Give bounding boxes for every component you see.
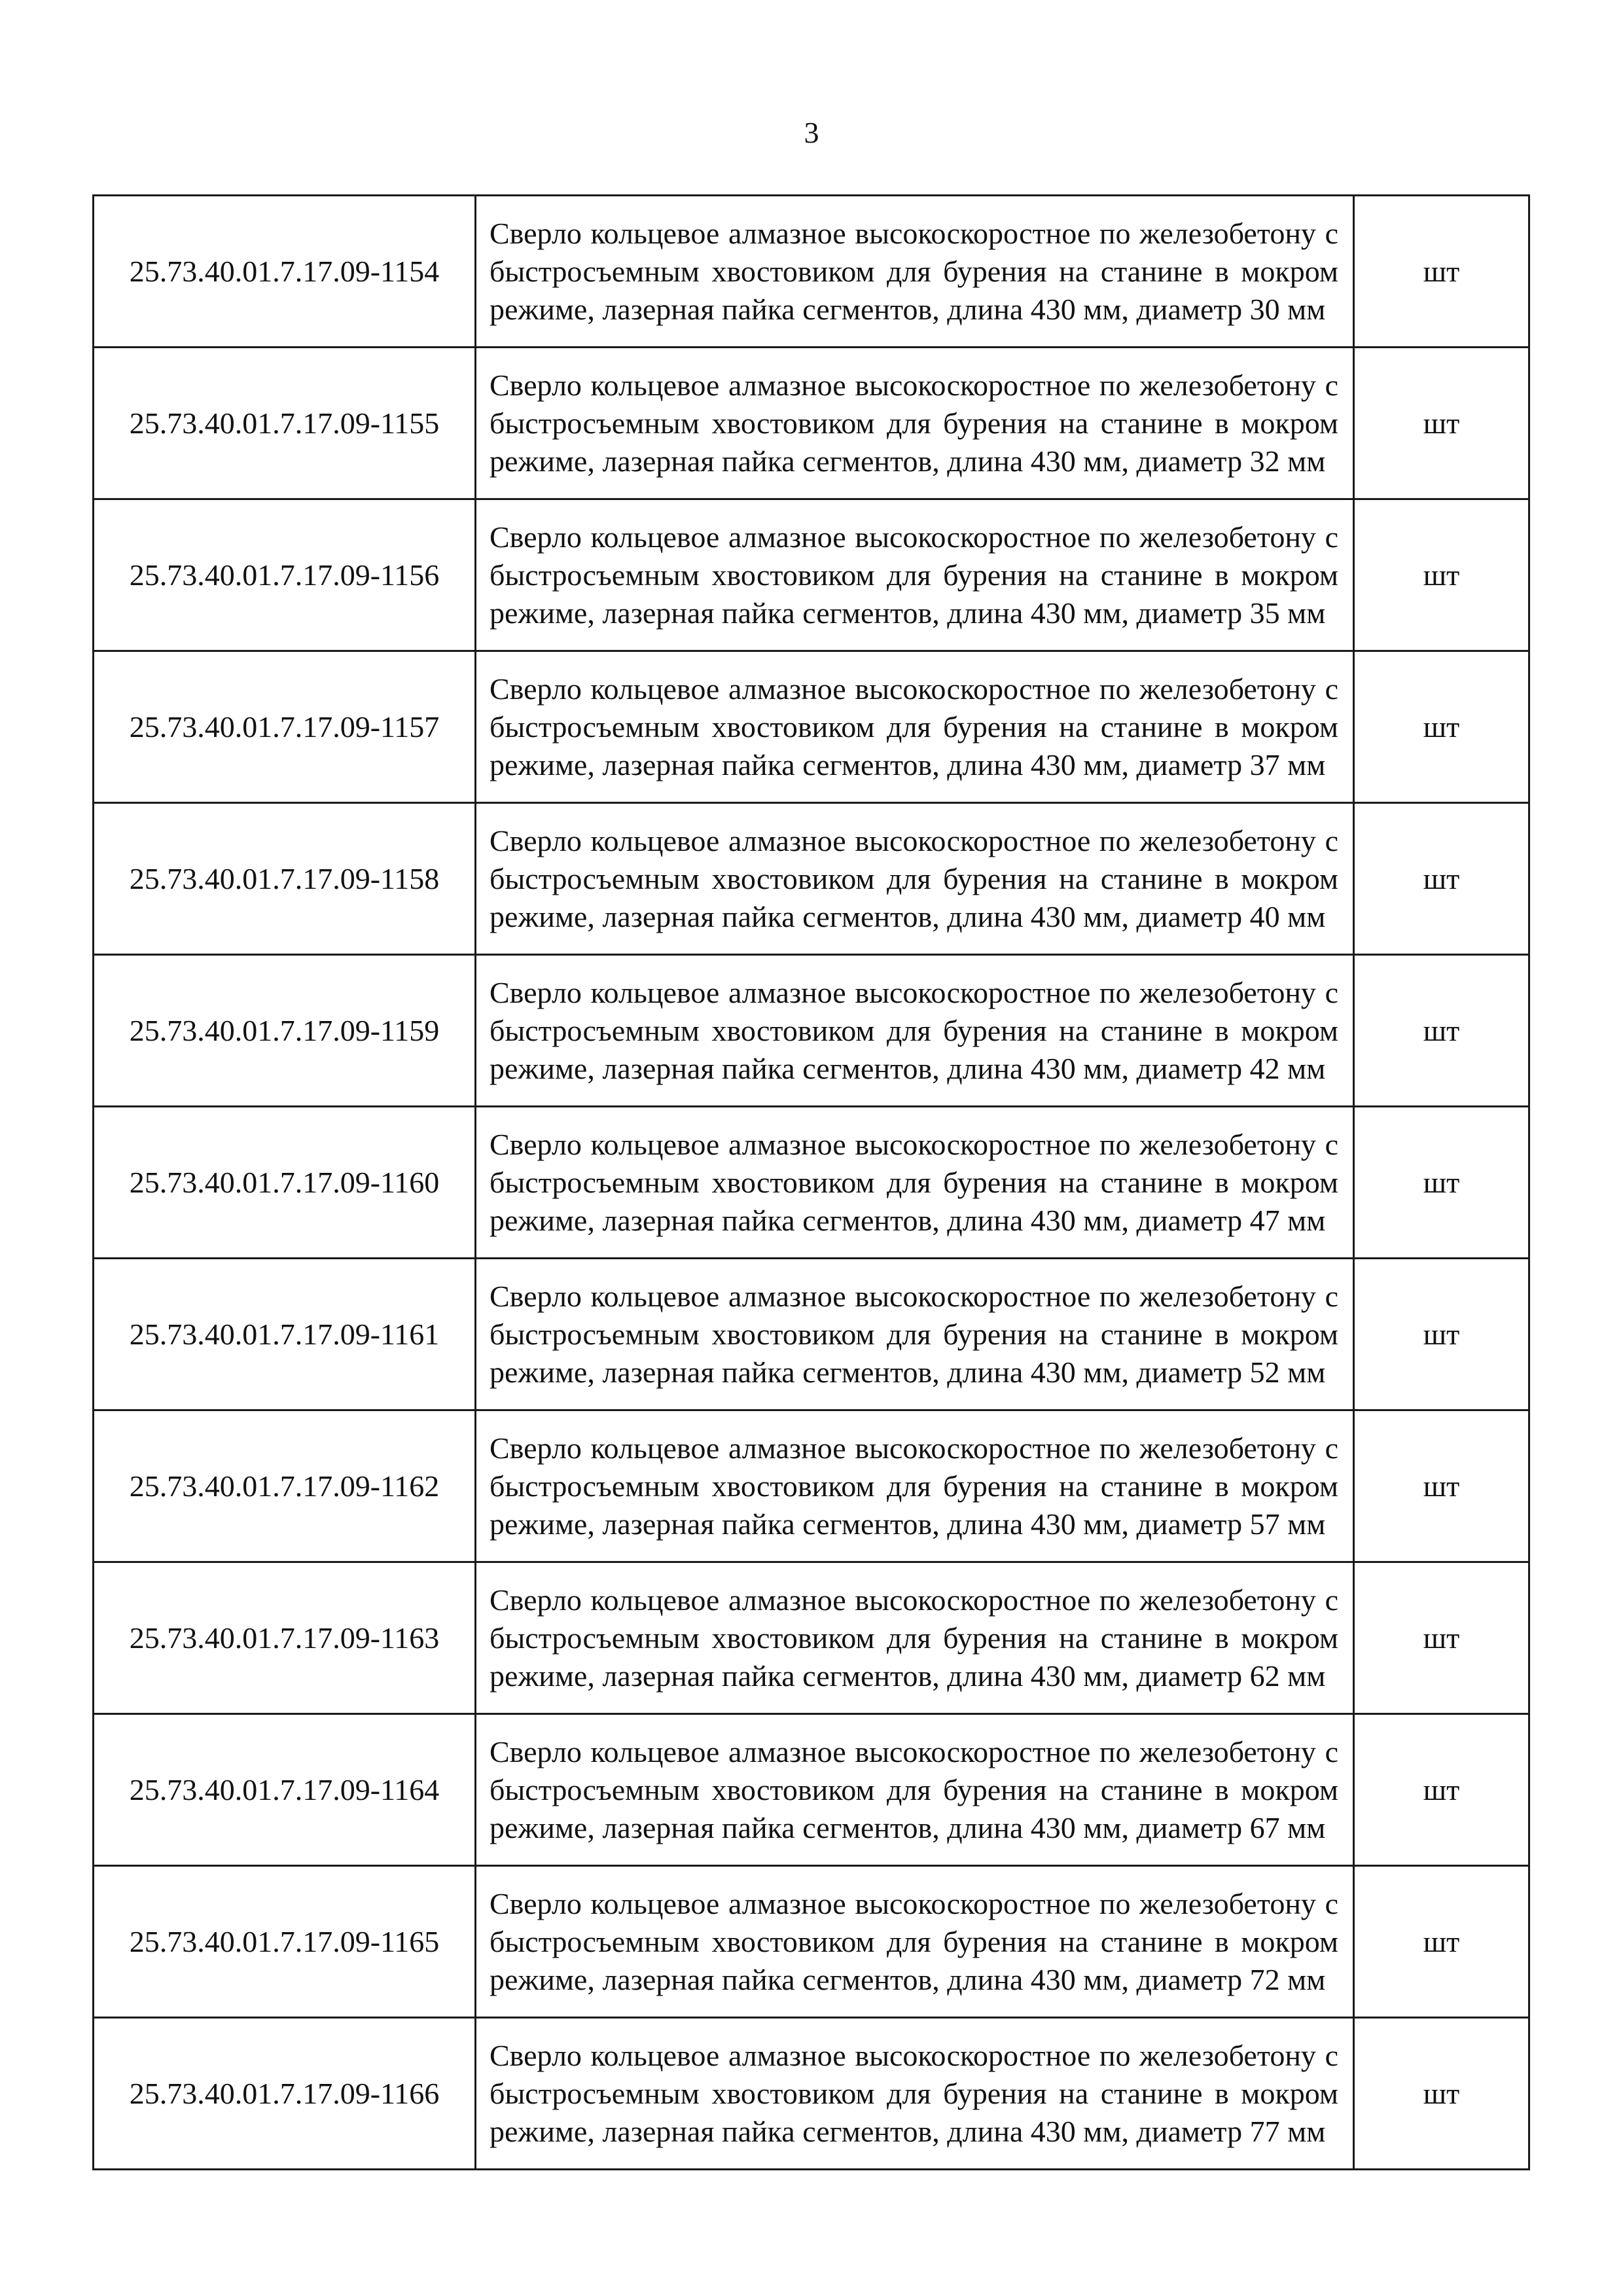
item-description: Сверло кольцевое алмазное высокоскоростное по железобетону с быстросъемным хвостовиком для бурения на станине в мокром режиме, лазерная пайка сегментов, длина 430 мм, диаметр 32 мм bbox=[476, 348, 1354, 499]
item-unit: шт bbox=[1354, 803, 1529, 955]
table-row bbox=[94, 803, 1529, 955]
item-unit: шт bbox=[1354, 1107, 1529, 1259]
item-code: 25.73.40.01.7.17.09-1160 bbox=[94, 1107, 476, 1259]
item-description: Сверло кольцевое алмазное высокоскоростное по железобетону с быстросъемным хвостовиком для бурения на станине в мокром режиме, лазерная пайка сегментов, длина 430 мм, диаметр 67 мм bbox=[476, 1714, 1354, 1866]
table-row bbox=[94, 1410, 1529, 1562]
item-code: 25.73.40.01.7.17.09-1159 bbox=[94, 955, 476, 1107]
item-unit: шт bbox=[1354, 196, 1529, 348]
item-code: 25.73.40.01.7.17.09-1154 bbox=[94, 196, 476, 348]
table-row bbox=[94, 1259, 1529, 1410]
item-unit: шт bbox=[1354, 651, 1529, 803]
page-number: 3 bbox=[804, 116, 819, 149]
item-code: 25.73.40.01.7.17.09-1161 bbox=[94, 1259, 476, 1410]
item-description: Сверло кольцевое алмазное высокоскоростное по железобетону с быстросъемным хвостовиком для бурения на станине в мокром режиме, лазерная пайка сегментов, длина 430 мм, диаметр 35 мм bbox=[476, 499, 1354, 651]
table-row bbox=[94, 651, 1529, 803]
item-description: Сверло кольцевое алмазное высокоскоростное по железобетону с быстросъемным хвостовиком для бурения на станине в мокром режиме, лазерная пайка сегментов, длина 430 мм, диаметр 57 мм bbox=[476, 1410, 1354, 1562]
item-code: 25.73.40.01.7.17.09-1163 bbox=[94, 1562, 476, 1714]
item-description: Сверло кольцевое алмазное высокоскоростное по железобетону с быстросъемным хвостовиком для бурения на станине в мокром режиме, лазерная пайка сегментов, длина 430 мм, диаметр 30 мм bbox=[476, 196, 1354, 348]
item-code: 25.73.40.01.7.17.09-1157 bbox=[94, 651, 476, 803]
item-unit: шт bbox=[1354, 1410, 1529, 1562]
table-row bbox=[94, 499, 1529, 651]
table-row bbox=[94, 2018, 1529, 2170]
item-unit: шт bbox=[1354, 2018, 1529, 2170]
item-code: 25.73.40.01.7.17.09-1155 bbox=[94, 348, 476, 499]
table-row bbox=[94, 348, 1529, 499]
item-code: 25.73.40.01.7.17.09-1158 bbox=[94, 803, 476, 955]
table-row bbox=[94, 1107, 1529, 1259]
materials-table bbox=[92, 194, 1530, 2170]
table-row bbox=[94, 1714, 1529, 1866]
item-description: Сверло кольцевое алмазное высокоскоростное по железобетону с быстросъемным хвостовиком для бурения на станине в мокром режиме, лазерная пайка сегментов, длина 430 мм, диаметр 40 мм bbox=[476, 803, 1354, 955]
item-unit: шт bbox=[1354, 499, 1529, 651]
item-code: 25.73.40.01.7.17.09-1156 bbox=[94, 499, 476, 651]
item-unit: шт bbox=[1354, 955, 1529, 1107]
item-description: Сверло кольцевое алмазное высокоскоростное по железобетону с быстросъемным хвостовиком для бурения на станине в мокром режиме, лазерная пайка сегментов, длина 430 мм, диаметр 37 мм bbox=[476, 651, 1354, 803]
item-unit: шт bbox=[1354, 1259, 1529, 1410]
item-description: Сверло кольцевое алмазное высокоскоростное по железобетону с быстросъемным хвостовиком для бурения на станине в мокром режиме, лазерная пайка сегментов, длина 430 мм, диаметр 77 мм bbox=[476, 2018, 1354, 2170]
table-row bbox=[94, 196, 1529, 348]
item-code: 25.73.40.01.7.17.09-1164 bbox=[94, 1714, 476, 1866]
item-description: Сверло кольцевое алмазное высокоскоростное по железобетону с быстросъемным хвостовиком для бурения на станине в мокром режиме, лазерная пайка сегментов, длина 430 мм, диаметр 52 мм bbox=[476, 1259, 1354, 1410]
item-description: Сверло кольцевое алмазное высокоскоростное по железобетону с быстросъемным хвостовиком для бурения на станине в мокром режиме, лазерная пайка сегментов, длина 430 мм, диаметр 62 мм bbox=[476, 1562, 1354, 1714]
item-unit: шт bbox=[1354, 1714, 1529, 1866]
table-row bbox=[94, 1866, 1529, 2018]
item-code: 25.73.40.01.7.17.09-1162 bbox=[94, 1410, 476, 1562]
item-description: Сверло кольцевое алмазное высокоскоростное по железобетону с быстросъемным хвостовиком для бурения на станине в мокром режиме, лазерная пайка сегментов, длина 430 мм, диаметр 47 мм bbox=[476, 1107, 1354, 1259]
item-code: 25.73.40.01.7.17.09-1166 bbox=[94, 2018, 476, 2170]
table-row bbox=[94, 955, 1529, 1107]
item-description: Сверло кольцевое алмазное высокоскоростное по железобетону с быстросъемным хвостовиком для бурения на станине в мокром режиме, лазерная пайка сегментов, длина 430 мм, диаметр 42 мм bbox=[476, 955, 1354, 1107]
item-description: Сверло кольцевое алмазное высокоскоростное по железобетону с быстросъемным хвостовиком для бурения на станине в мокром режиме, лазерная пайка сегментов, длина 430 мм, диаметр 72 мм bbox=[476, 1866, 1354, 2018]
item-unit: шт bbox=[1354, 1866, 1529, 2018]
table-row bbox=[94, 1562, 1529, 1714]
item-unit: шт bbox=[1354, 348, 1529, 499]
item-unit: шт bbox=[1354, 1562, 1529, 1714]
item-code: 25.73.40.01.7.17.09-1165 bbox=[94, 1866, 476, 2018]
